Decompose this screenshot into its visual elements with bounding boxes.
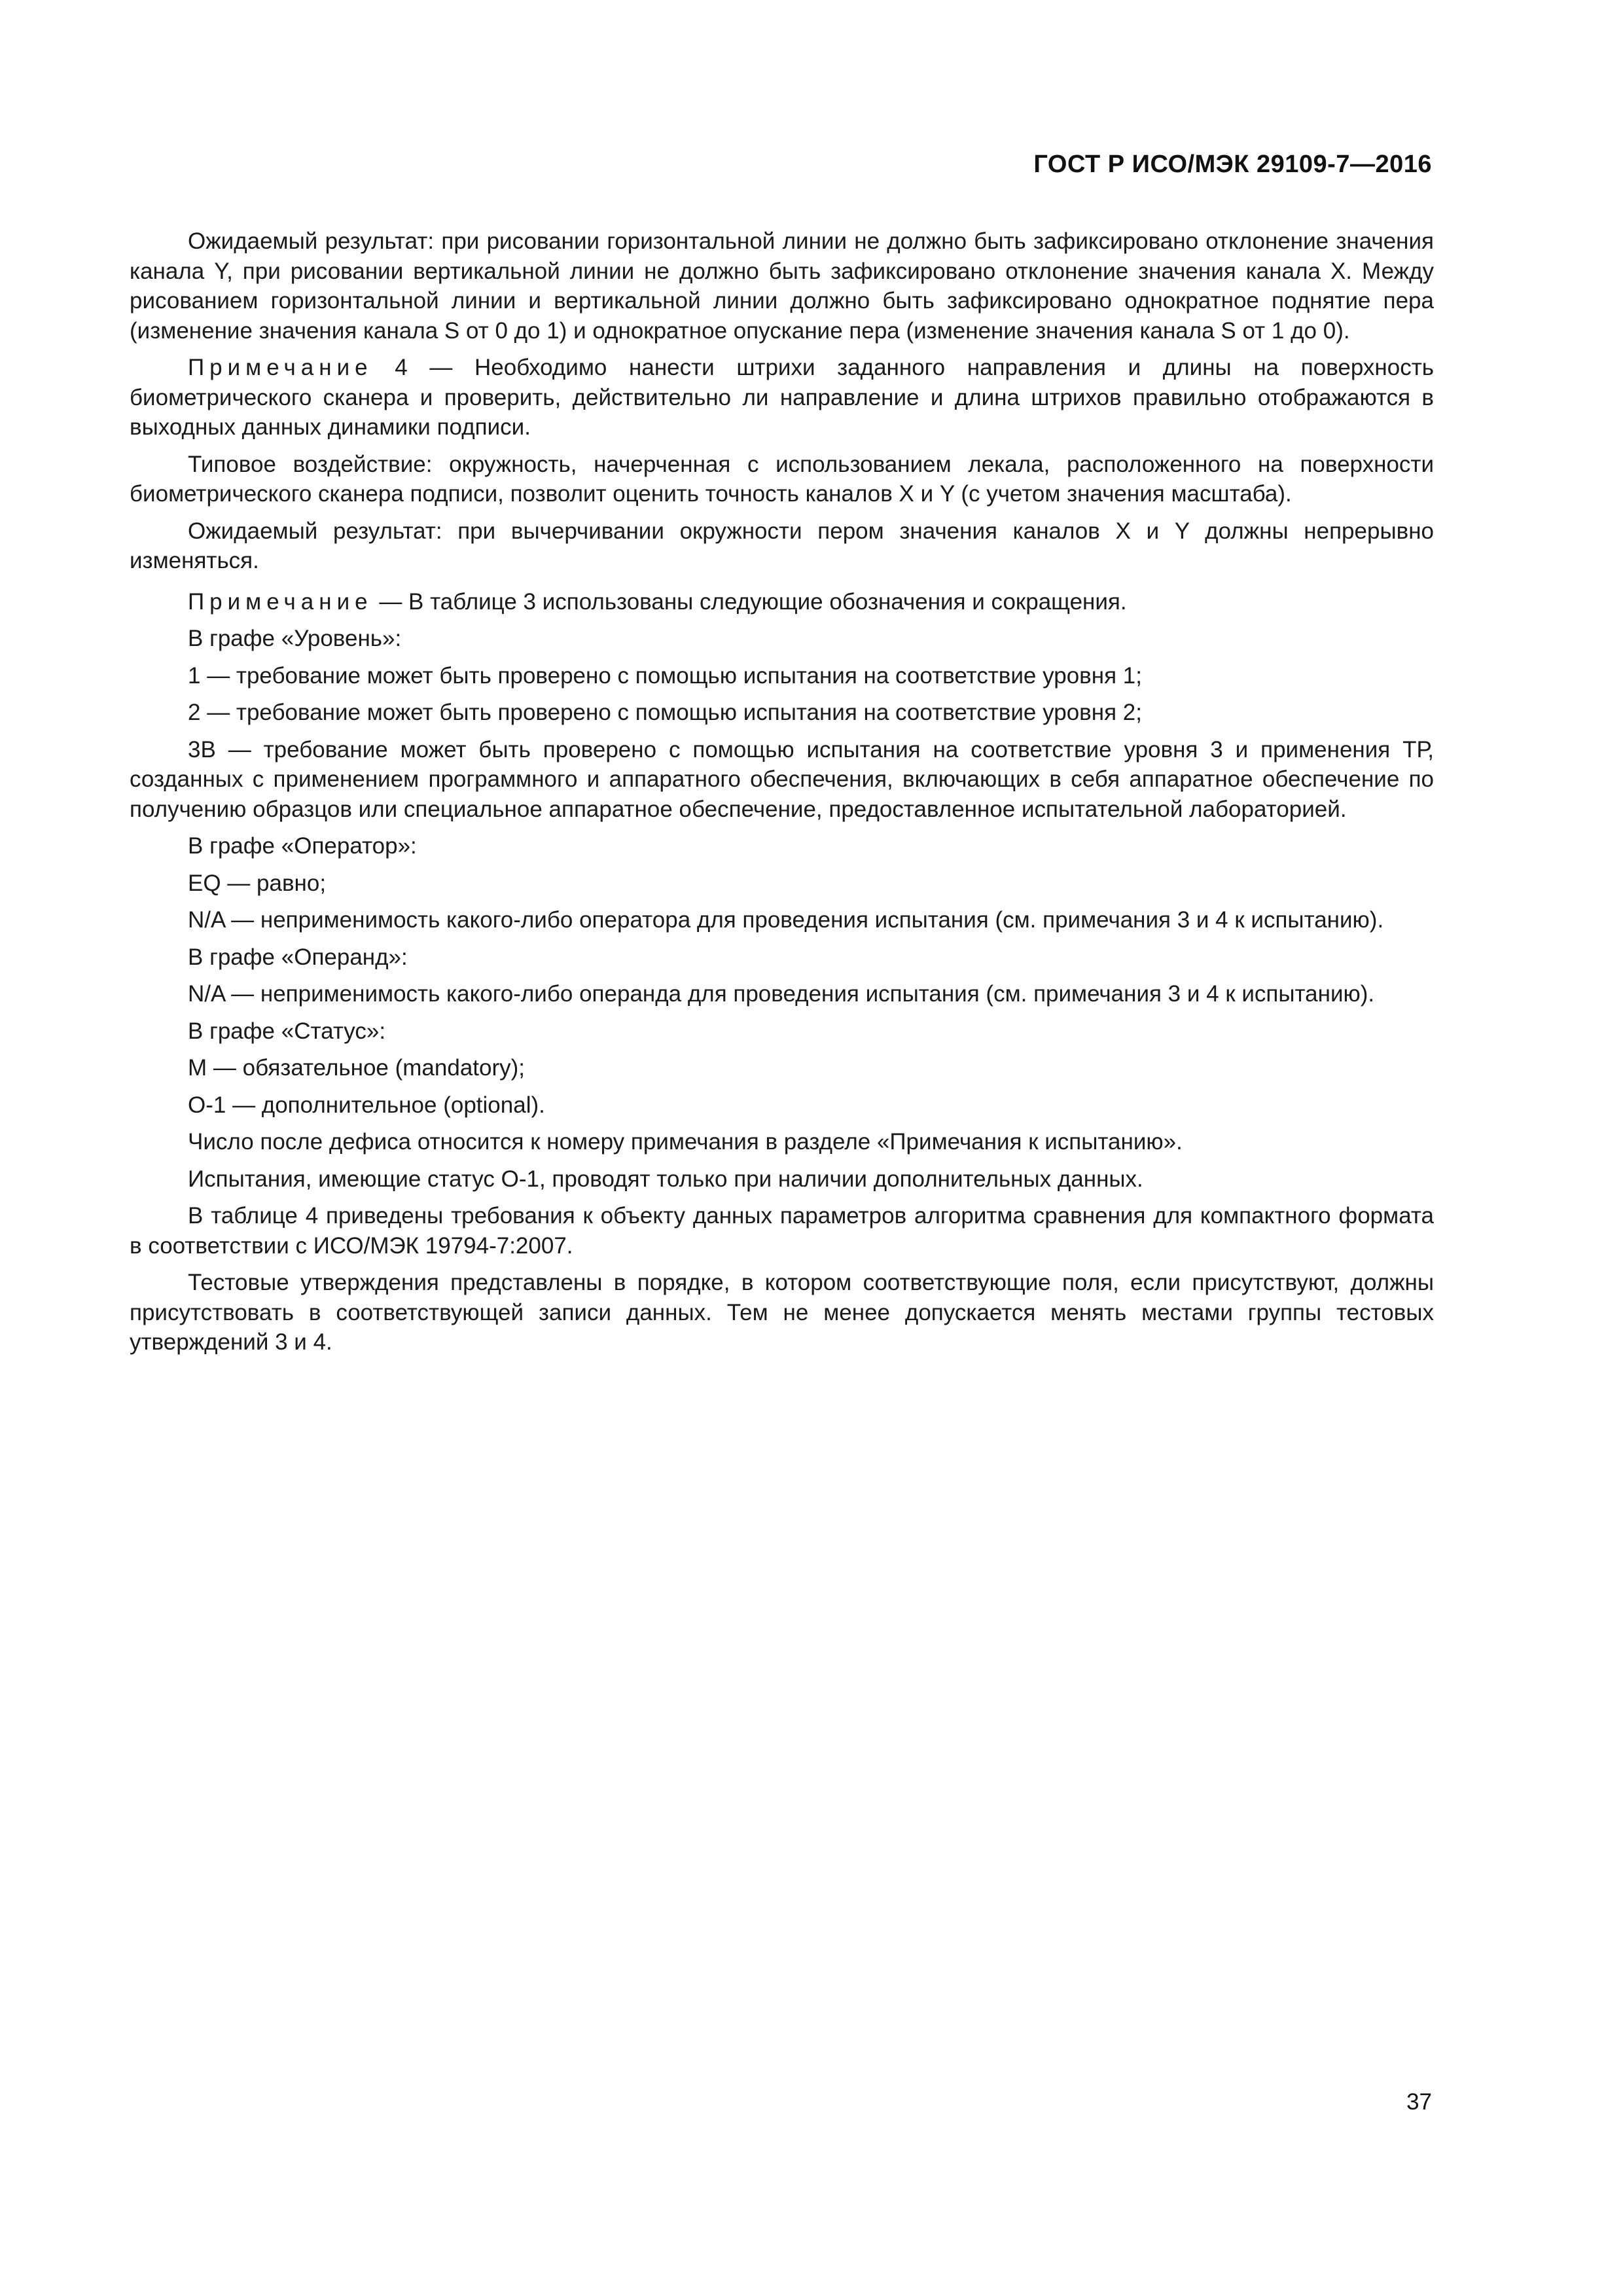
paragraph-table-note bbox=[130, 587, 1434, 617]
paragraph-status-column: В графе «Статус»: bbox=[188, 1018, 386, 1044]
paragraph-operator-eq: EQ — равно; bbox=[188, 870, 327, 896]
paragraph-expected-result-lines: Ожидаемый результат: при рисовании горизонтальной линии не должно быть зафиксировано отклонение значения канала Y, при рисовании вертикальной линии не должно быть зафиксировано отклонение значения канала X. Между рисованием горизонтальной линии и вертикальной линии должно быть зафиксировано однократное поднятие пера (изменение значения канала S от 0 до 1) и однократное опускание пера (изменение значения канала S от 1 до 0). bbox=[130, 228, 1434, 344]
paragraph-operator-column: В графе «Оператор»: bbox=[188, 833, 417, 859]
paragraph-operand-na: N/A — неприменимость какого-либо операнда для проведения испытания (см. примечания 3 и 4 к испытанию). bbox=[188, 981, 1375, 1007]
paragraph-o1-tests: Испытания, имеющие статус О-1, проводят только при наличии дополнительных данных. bbox=[188, 1166, 1143, 1192]
note-label: Примечание bbox=[188, 355, 373, 380]
note-text: 4 — Необходимо нанести штрихи заданного направления и длины на поверхность биометрического сканера и проверить, действительно ли направление и длина штрихов правильно отображаются в выходных данных динамики подписи. bbox=[130, 355, 1434, 440]
note-text: — В таблице 3 использованы следующие обозначения и сокращения. bbox=[372, 588, 1127, 615]
paragraph-test-assertions: Тестовые утверждения представлены в порядке, в котором соответствующие поля, если присутствуют, должны присутствовать в соответствующей записи данных. Тем не менее допускается менять местами группы тестовых утверждений 3 и 4. bbox=[130, 1270, 1434, 1355]
paragraph-note-4 bbox=[130, 353, 1434, 442]
paragraph-operator-na: N/A — неприменимость какого-либо оператора для проведения испытания (см. примечания 3 и 4 к испытанию). bbox=[188, 907, 1384, 933]
paragraph-level-column: В графе «Уровень»: bbox=[188, 626, 402, 651]
page-number: 37 bbox=[1406, 2089, 1432, 2115]
document-body bbox=[130, 226, 1434, 1365]
paragraph-level-2: 2 — требование может быть проверено с помощью испытания на соответствие уровня 2; bbox=[188, 700, 1142, 725]
paragraph-status-m: М — обязательное (mandatory); bbox=[188, 1055, 526, 1081]
paragraph-expected-result-circle: Ожидаемый результат: при вычерчивании окружности пером значения каналов X и Y должны непрерывно изменяться. bbox=[130, 518, 1434, 573]
paragraph-dash-number: Число после дефиса относится к номеру примечания в разделе «Примечания к испытанию». bbox=[188, 1129, 1183, 1155]
paragraph-table-4: В таблице 4 приведены требования к объекту данных параметров алгоритма сравнения для компактного формата в соответствии с ИСО/МЭК 19794-7:2007. bbox=[130, 1203, 1434, 1259]
paragraph-typical-action: Типовое воздействие: окружность, начерченная с использованием лекала, расположенного на поверхности биометрического сканера подписи, позволит оценить точность каналов X и Y (с учетом значения масштаба). bbox=[130, 451, 1434, 507]
paragraph-operand-column: В графе «Операнд»: bbox=[188, 944, 408, 970]
note-label: Примечание bbox=[188, 588, 373, 615]
paragraph-level-1: 1 — требование может быть проверено с помощью испытания на соответствие уровня 1; bbox=[188, 662, 1142, 689]
paragraph-level-3b: 3В — требование может быть проверено с помощью испытания на соответствие уровня 3 и применения ТР, созданных с применением программного и аппаратного обеспечения, включающих в себя аппаратное обеспечение по получению образцов или специальное аппаратное обеспечение, предоставленное испытательной лабораторией. bbox=[130, 736, 1434, 822]
paragraph-status-o1: О-1 — дополнительное (optional). bbox=[188, 1092, 545, 1118]
document-header: ГОСТ Р ИСО/МЭК 29109-7—2016 bbox=[1033, 151, 1432, 178]
